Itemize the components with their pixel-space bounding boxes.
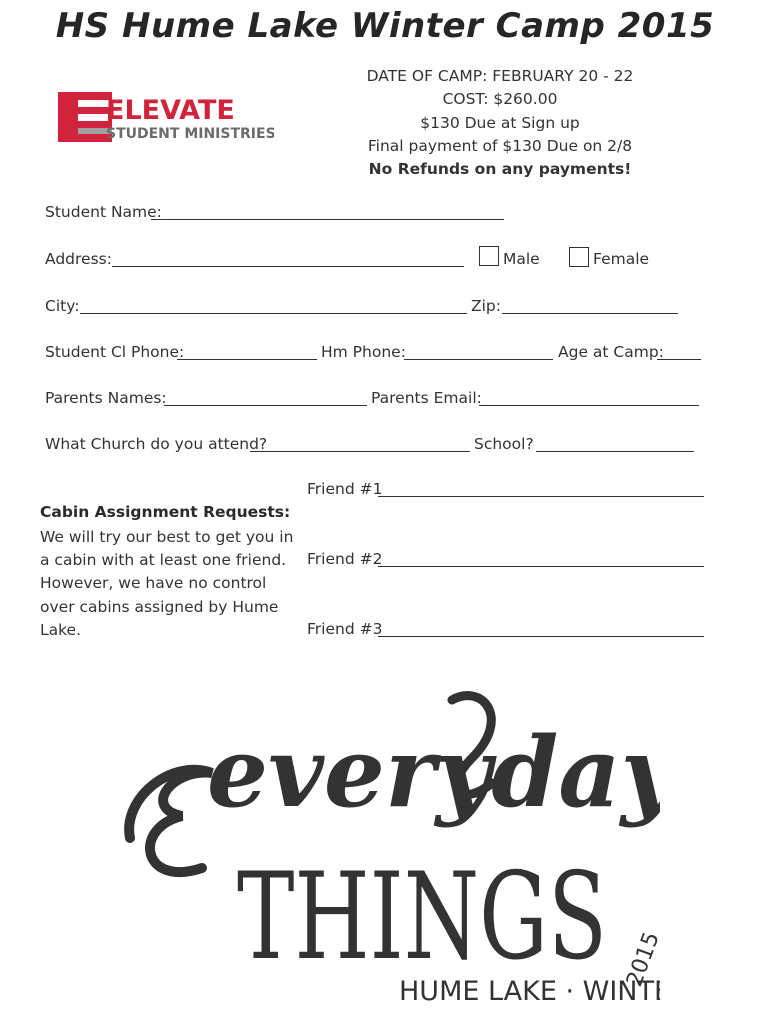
parents-names-field[interactable] [164, 405, 367, 406]
page-title: HS Hume Lake Winter Camp 2015 [55, 6, 715, 46]
home-phone-field[interactable] [404, 359, 553, 360]
friend-2-label: Friend #2 [307, 550, 383, 568]
friend-1-field[interactable] [378, 496, 704, 497]
cabin-description: We will try our best to get you in a cabin with at least one friend. However, we have no control over cabins assigned by Hume Lake. [40, 528, 294, 639]
male-checkbox[interactable] [479, 246, 499, 266]
age-field[interactable] [657, 359, 701, 360]
address-field[interactable] [112, 266, 464, 267]
school-field[interactable] [536, 451, 694, 452]
city-field[interactable] [80, 313, 467, 314]
church-label: What Church do you attend? [45, 435, 268, 453]
city-label: City: [45, 297, 80, 315]
friend-2-field[interactable] [378, 566, 704, 567]
female-label: Female [593, 250, 650, 268]
zip-field[interactable] [502, 313, 678, 314]
elevate-logo [58, 90, 274, 144]
friend-3-label: Friend #3 [307, 620, 383, 638]
parents-email-label: Parents Email: [371, 389, 482, 407]
camp-cost: COST: $260.00 [442, 90, 558, 109]
final-payment: Final payment of $130 Due on 2/8 [367, 136, 633, 155]
female-checkbox[interactable] [569, 247, 589, 267]
male-label: Male [503, 250, 540, 268]
artwork-year: 2015 [622, 928, 660, 991]
cabin-heading: Cabin Assignment Requests: [40, 503, 291, 521]
student-name-field[interactable] [151, 219, 504, 220]
age-label: Age at Camp: [558, 343, 664, 361]
home-phone-label: Hm Phone: [321, 343, 406, 361]
student-phone-label: Student Cl Phone: [45, 343, 185, 361]
church-field[interactable] [250, 451, 470, 452]
refund-notice: No Refunds on any payments! [368, 160, 632, 179]
camp-info [330, 65, 670, 181]
parents-names-label: Parents Names: [45, 389, 167, 407]
student-phone-field[interactable] [177, 359, 317, 360]
artwork-footer: HUME LAKE · WINT [399, 976, 654, 1007]
friend-1-label: Friend #1 [307, 480, 383, 498]
logo-word: ELEVATE [106, 95, 235, 126]
artwork-word-everyday: everyday [207, 716, 660, 829]
artwork-word-things: THINGS [237, 848, 607, 987]
student-name-label: Student Name: [45, 203, 162, 221]
school-label: School? [474, 435, 534, 453]
signup-amount: $130 Due at Sign up [420, 113, 580, 132]
parents-email-field[interactable] [479, 405, 699, 406]
zip-label: Zip: [471, 297, 501, 315]
friend-3-field[interactable] [378, 636, 704, 637]
everyday-things-artwork [112, 688, 660, 1018]
logo-subtitle: STUDENT MINISTRIES [106, 126, 274, 142]
camp-date: DATE OF CAMP: FEBRUARY 20 - 22 [366, 67, 634, 85]
address-label: Address: [45, 250, 112, 268]
